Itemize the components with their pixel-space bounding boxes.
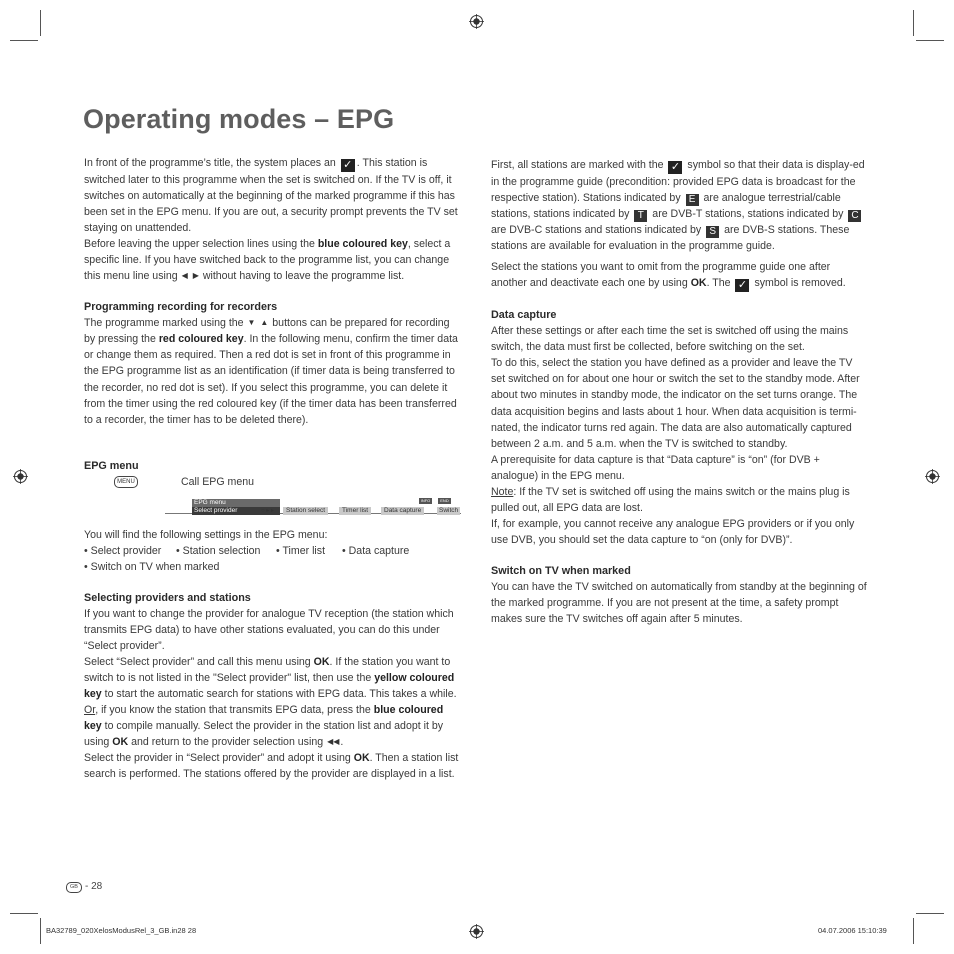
crop-mark bbox=[10, 913, 38, 914]
crop-mark bbox=[40, 918, 41, 944]
paragraph: Note: If the TV set is switched off using the mains switch or the mains plug is pulled out, all EPG data are lost. bbox=[491, 485, 850, 514]
list-item: • Timer list bbox=[276, 544, 326, 557]
menu-item: Data capture bbox=[381, 507, 424, 515]
crop-mark bbox=[913, 918, 914, 944]
paragraph: The programme marked using the ▼ ▲ buttons can be prepared for recording by pressing the red coloured key. In the following menu, confirm the timer data or change them as required. Then a red dot is set in front of this programme in the EPG programme list as an identification (if timer data is being transferred to the recorder, no red dot is set). If you select this programme, you can delete it from the timer using the red coloured key (if the timer data has been transferred to a recorder, the timer has to be deleted there). bbox=[84, 317, 458, 426]
end-button-icon: END bbox=[438, 498, 451, 504]
crop-mark bbox=[916, 913, 944, 914]
registration-mark-icon bbox=[469, 14, 484, 29]
crop-mark bbox=[913, 10, 914, 36]
checkmark-icon: ✓ bbox=[668, 161, 682, 174]
list-item: • Data capture bbox=[342, 544, 410, 557]
paragraph: You can have the TV switched on automatically from standby at the beginning of the marked programme. If you are not present at the time, a safety prompt makes sure the TV switches off again after 5 minutes. bbox=[491, 580, 867, 626]
paragraph: In front of the programme’s title, the system places an ✓ . This station is switched later to this programme when the set is switched on. If the TV is off, it switches on automatically at the beginning of the marked programme if this has been set in the EPG menu. If you are out, a security prompt prevents the TV set staying on unattended. bbox=[84, 157, 458, 235]
paragraph: First, all stations are marked with the ✓ symbol so that their data is display-ed in the programme guide (precondition: provided EPG data is broadcast for the respective station). Stations indicated by E are analogue terrestrial/cable stations, stations indicated by T are DVB-T stations, stations indicated by C are DVB-C stations and stations indicated by S are DVB-S stations. These stations are available for evaluation in the programme guide. bbox=[491, 159, 865, 253]
file-slug: BA32789_020XelosModusRel_3_GB.in28 28 bbox=[46, 926, 197, 935]
registration-mark-icon bbox=[13, 469, 28, 484]
print-timestamp: 04.07.2006 15:10:39 bbox=[818, 926, 887, 935]
paragraph: If, for example, you cannot receive any analogue EPG providers or if you only use DVB, you should set the data capture to “on (only for DVB)”. bbox=[491, 517, 855, 546]
symbol-t-icon: T bbox=[634, 210, 647, 222]
info-button-icon: INFO bbox=[420, 497, 431, 503]
ok-arrow-icon: ○ ▸ ▸ bbox=[261, 507, 274, 514]
paragraph: Select “Select provider” and call this menu using OK. If the station you want to switch to is not listed in the "Select provider" list, then use the yellow coloured key to start the automatic search for stations with EPG data. This takes a while. bbox=[84, 655, 457, 701]
checkmark-icon: ✓ bbox=[341, 159, 355, 172]
epg-menu-screenshot bbox=[165, 498, 461, 522]
menu-instruction: MENU Call EPG menu bbox=[84, 474, 462, 492]
list-item: • Station selection bbox=[176, 544, 261, 557]
paragraph: To do this, select the station you have defined as a provider and leave the TV set switched on for about one hour or switch the set to the standby mode. After about two minutes in standby mode, the indicator on the set turns orange. The data acquisition begins and lasts about 1 hour. When data acquisition is termi-nated, the indicator turns red again. The data are also automatically captured between 2 a.m. and 5 a.m. when the TV is switched to standby. bbox=[491, 357, 860, 450]
paragraph: Select the provider in “Select provider” and adopt it using OK. Then a station list search is performed. The stations offered by the provider are displayed in a list. bbox=[84, 752, 459, 781]
arrow-left-icon: ◀ bbox=[181, 271, 188, 281]
right-column bbox=[491, 157, 869, 627]
checkmark-icon: ✓ bbox=[735, 279, 749, 292]
section-heading: Data capture bbox=[491, 309, 557, 322]
page-title: Operating modes – EPG bbox=[83, 104, 395, 135]
arrow-right-icon: ▶ bbox=[192, 271, 199, 281]
symbol-c-icon: C bbox=[848, 210, 861, 222]
section-heading: Switch on TV when marked bbox=[491, 564, 631, 577]
paragraph: After these settings or after each time the set is switched off using the mains switch, the data must first be collected, before switching on the set. bbox=[491, 325, 849, 354]
arrow-up-icon: ▲ bbox=[260, 318, 269, 328]
paragraph: Or, if you know the station that transmits EPG data, press the blue coloured key to compile manually. Select the provider in the station list and adopt it by using OK and return to the provider selection using ◀◀. bbox=[84, 702, 462, 750]
symbol-e-icon: E bbox=[686, 194, 699, 206]
rewind-icon: ◀◀ bbox=[327, 737, 340, 747]
section-heading: EPG menu bbox=[84, 459, 139, 472]
paragraph: If you want to change the provider for analogue TV reception (the station which transmits EPG data) to have other stations evaluated, you can do this under “Select provider”. bbox=[84, 607, 454, 652]
section-heading: Programming recording for recorders bbox=[84, 301, 278, 314]
menu-title: EPG menu bbox=[192, 499, 280, 507]
menu-key-icon: MENU bbox=[114, 476, 138, 488]
paragraph: Before leaving the upper selection lines using the blue coloured key, select a specific line. If you have switched back to the programme list, you can change this menu line using ◀ ▶ without having to leave the programme list. bbox=[84, 236, 462, 284]
menu-item: Station select bbox=[283, 507, 328, 515]
registration-mark-icon bbox=[469, 924, 484, 939]
paragraph: Select the stations you want to omit from the programme guide one after another and deactivate each one by using OK. The ✓ symbol is removed. bbox=[491, 261, 846, 292]
page-number: GB - 28 bbox=[66, 881, 102, 893]
paragraph: A prerequisite for data capture is that “Data capture” is “on” (for DVB + analogue) in the EPG menu. bbox=[491, 453, 820, 482]
gb-badge-icon: GB bbox=[66, 882, 82, 893]
symbol-s-icon: S bbox=[706, 226, 719, 238]
crop-mark bbox=[10, 40, 38, 41]
menu-item: Switch bbox=[439, 506, 459, 514]
menu-item-selected: Select provider bbox=[192, 507, 280, 515]
list-item: • Select provider bbox=[84, 544, 162, 557]
arrow-down-icon: ▼ bbox=[247, 318, 256, 328]
left-column bbox=[84, 155, 462, 782]
registration-mark-icon bbox=[925, 469, 940, 484]
crop-mark bbox=[40, 10, 41, 36]
settings-list bbox=[84, 543, 462, 559]
paragraph: You will find the following settings in the EPG menu: bbox=[84, 528, 328, 541]
crop-mark bbox=[916, 40, 944, 41]
section-heading: Selecting providers and stations bbox=[84, 591, 251, 604]
menu-item: Timer list bbox=[339, 507, 371, 515]
list-item: • Switch on TV when marked bbox=[84, 560, 220, 573]
